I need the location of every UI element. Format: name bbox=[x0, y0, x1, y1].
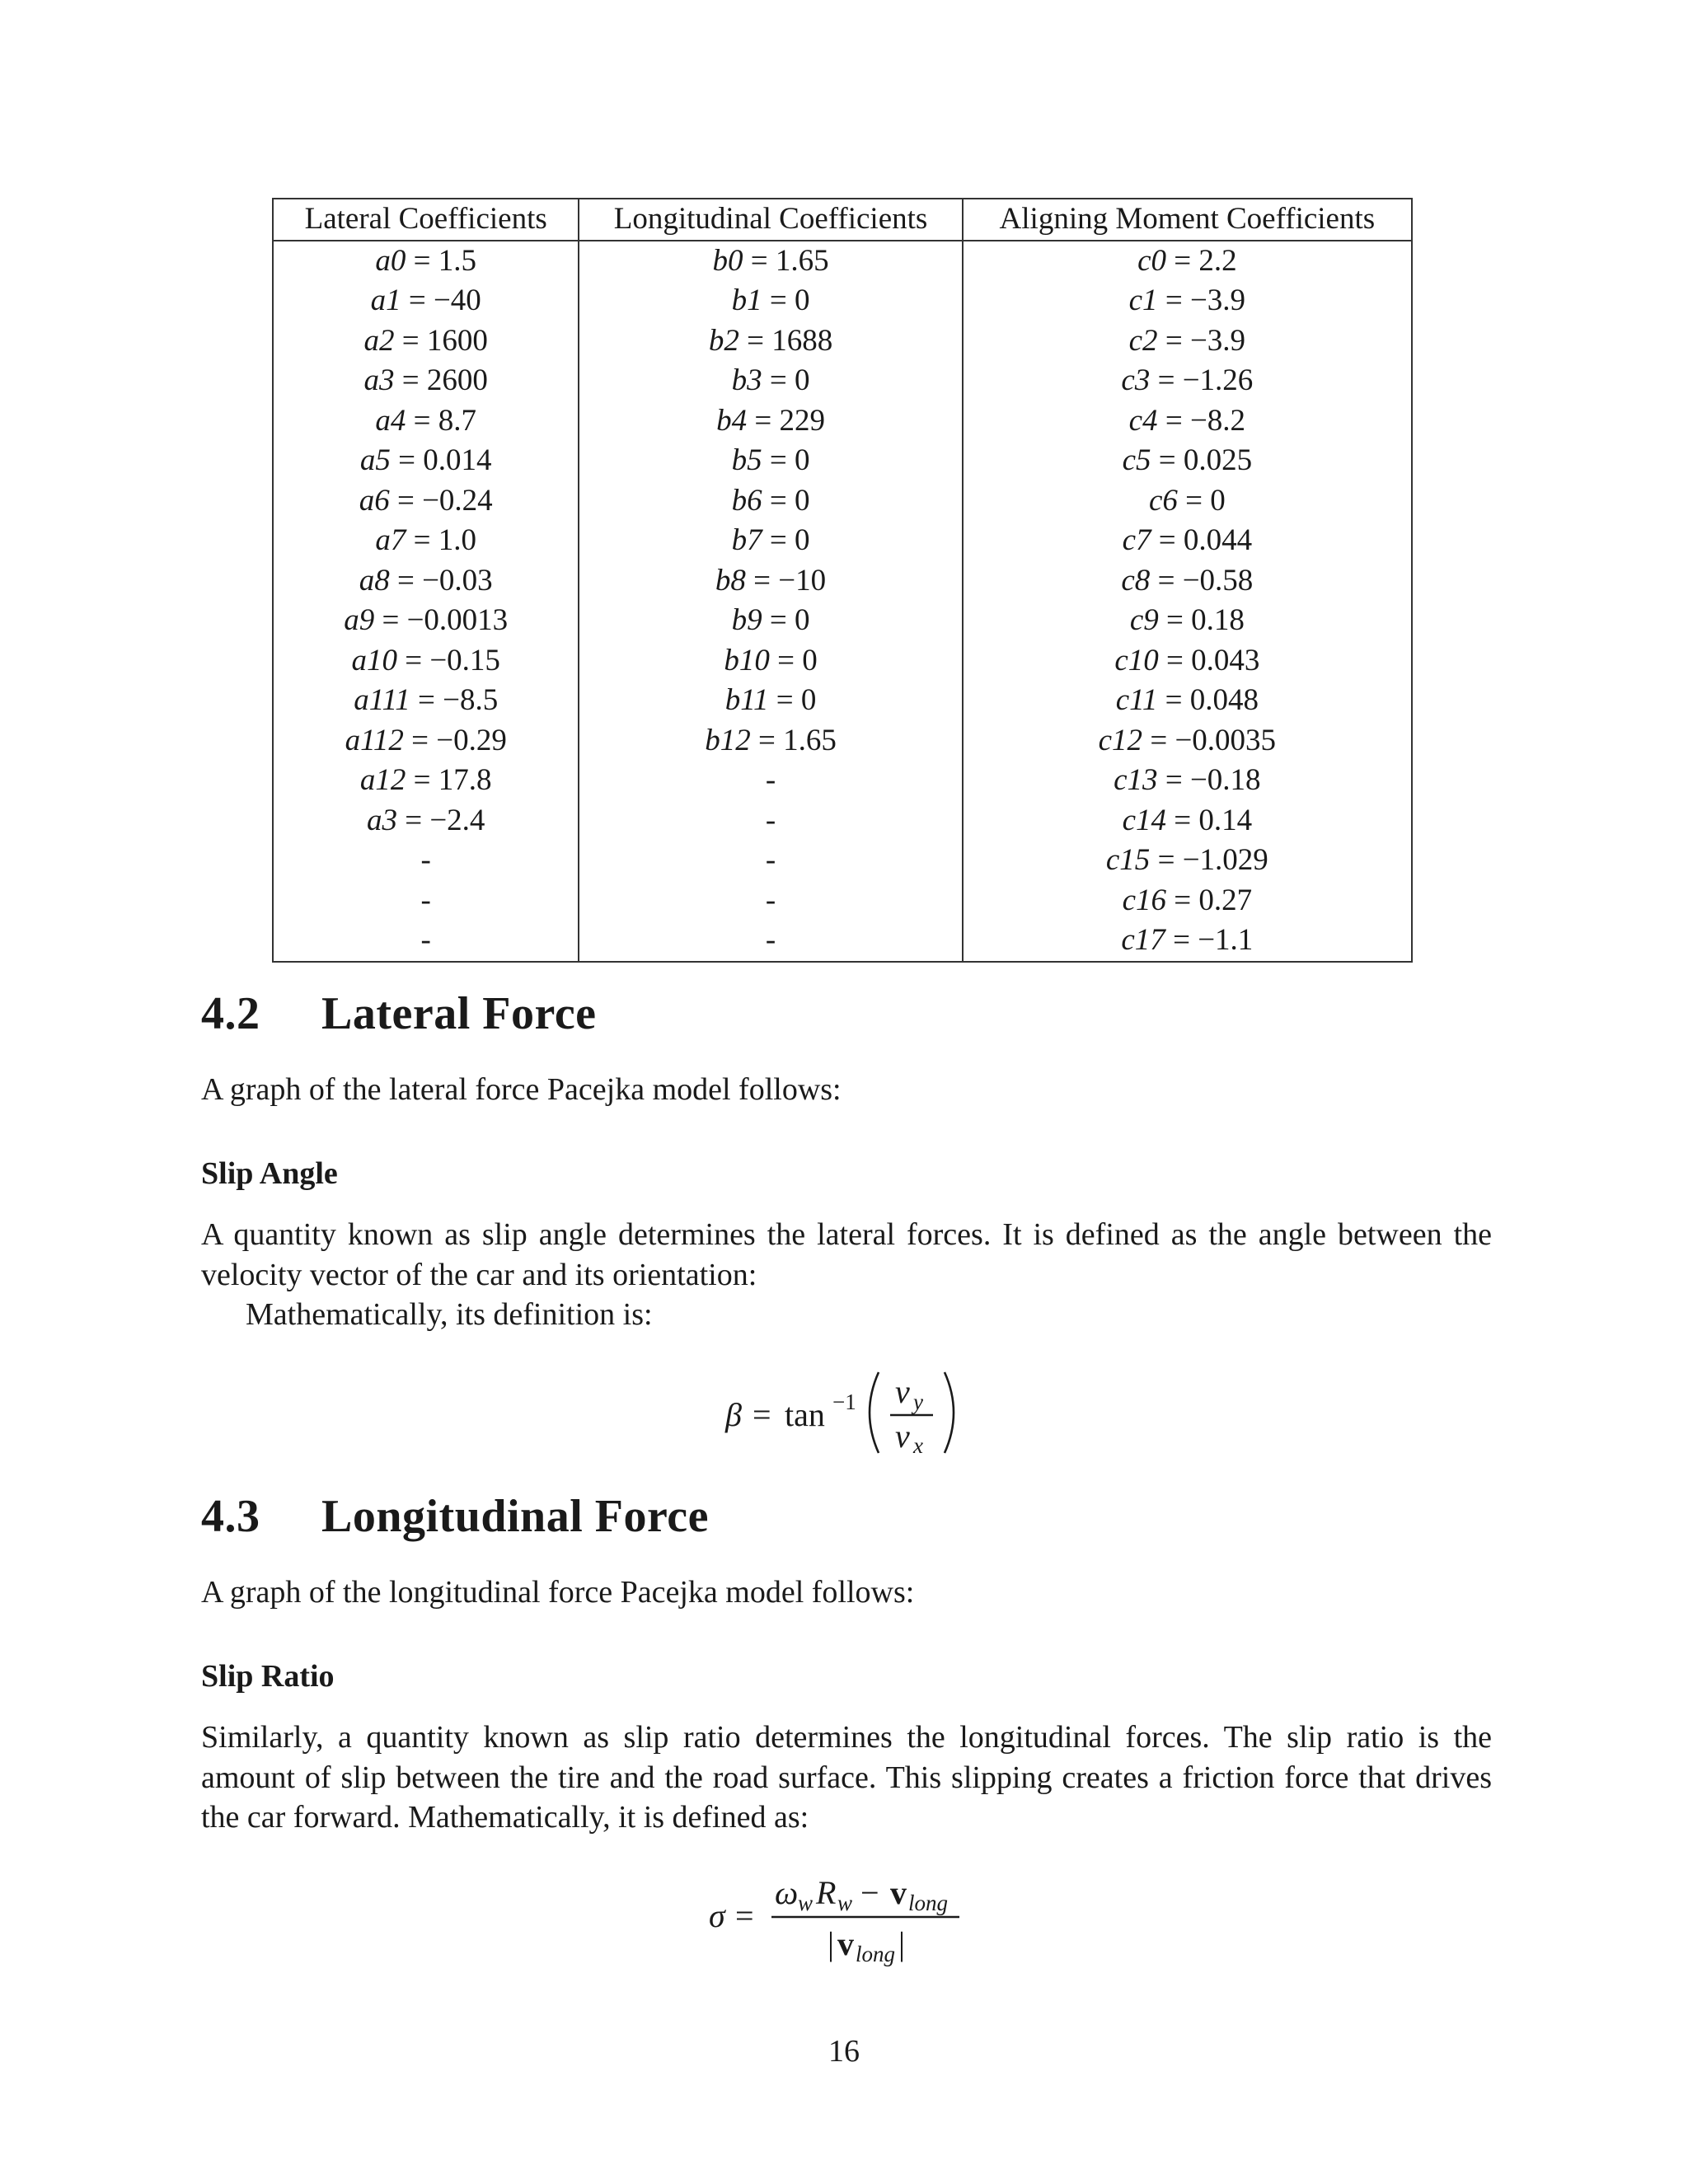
formula-sigma: σ bbox=[709, 1897, 725, 1934]
equals-sign: = bbox=[762, 443, 795, 477]
coefficient-value: 1.65 bbox=[783, 723, 837, 757]
equals-sign: = bbox=[768, 683, 801, 717]
coefficient-name: c0 bbox=[1137, 243, 1166, 278]
table-cell-longitudinal bbox=[579, 761, 962, 801]
coefficient-name: c9 bbox=[1129, 603, 1159, 637]
table-cell-lateral bbox=[273, 561, 579, 602]
table-cell-lateral bbox=[273, 761, 579, 801]
section-number: 4.3 bbox=[201, 1491, 260, 1542]
coefficient-value: −0.29 bbox=[436, 723, 507, 757]
coefficient-name: c17 bbox=[1121, 923, 1165, 957]
formula-v: v bbox=[890, 1874, 907, 1911]
formula-beta: β bbox=[725, 1396, 742, 1433]
table-cell-lateral bbox=[273, 481, 579, 522]
coefficient-value: 0.27 bbox=[1198, 883, 1253, 917]
coefficient-value: 229 bbox=[779, 403, 825, 438]
coefficient-value: −1.029 bbox=[1182, 843, 1268, 877]
table-cell-lateral bbox=[273, 361, 579, 401]
table-cell-lateral bbox=[273, 321, 579, 362]
table-row bbox=[273, 881, 1412, 921]
formula-r: R bbox=[816, 1874, 837, 1911]
coefficient-name: b5 bbox=[731, 443, 762, 477]
formula-equals: = bbox=[735, 1897, 754, 1934]
table-cell-lateral bbox=[273, 841, 579, 881]
table-cell-lateral bbox=[273, 441, 579, 481]
formula-v-sub: long bbox=[908, 1891, 949, 1915]
formula-omega-sub: w bbox=[798, 1891, 814, 1915]
equals-sign: = bbox=[1165, 923, 1198, 957]
equals-sign: = bbox=[1150, 843, 1183, 877]
coefficient-name: c7 bbox=[1122, 523, 1151, 557]
header-aligning-moment: Aligning Moment Coefficients bbox=[963, 199, 1412, 241]
table-row bbox=[273, 601, 1412, 641]
equals-sign: = bbox=[389, 563, 423, 598]
coefficient-name: a12 bbox=[359, 763, 406, 797]
formula-abs-left: | bbox=[828, 1925, 835, 1962]
formula-vy-sub: y bbox=[913, 1390, 923, 1414]
coefficient-value: 1.65 bbox=[775, 243, 829, 278]
coefficient-name: a4 bbox=[375, 403, 406, 438]
table-row bbox=[273, 321, 1412, 362]
table-cell-aligning bbox=[963, 441, 1412, 481]
coefficient-value: −0.18 bbox=[1189, 763, 1261, 797]
coefficient-name: a3 bbox=[366, 803, 397, 837]
coefficient-name: b11 bbox=[724, 683, 769, 717]
equals-sign: = bbox=[374, 603, 407, 637]
coefficient-value: 0.048 bbox=[1189, 683, 1259, 717]
coefficient-name: a8 bbox=[359, 563, 390, 598]
coefficient-value: −3.9 bbox=[1189, 284, 1246, 317]
coefficient-name: b9 bbox=[731, 603, 762, 637]
coefficient-value: 0 bbox=[794, 284, 810, 317]
table-row bbox=[273, 841, 1412, 881]
equals-sign: = bbox=[1150, 563, 1183, 598]
table-cell-longitudinal bbox=[579, 281, 962, 321]
slip-angle-formula bbox=[709, 1360, 973, 1467]
formula-minus: − bbox=[860, 1874, 879, 1911]
table-cell-aligning bbox=[963, 881, 1412, 921]
table-cell-aligning bbox=[963, 681, 1412, 721]
table-cell-aligning bbox=[963, 481, 1412, 522]
coefficient-name: c12 bbox=[1098, 723, 1143, 757]
formula-vy: v bbox=[895, 1373, 910, 1410]
paragraph-longitudinal-intro: A graph of the longitudinal force Pacejka model follows: bbox=[201, 1575, 915, 1610]
table-cell-longitudinal bbox=[579, 321, 962, 362]
table-row bbox=[273, 241, 1412, 282]
equals-sign: = bbox=[389, 483, 423, 518]
coefficient-value: 2600 bbox=[426, 363, 488, 397]
equals-sign: = bbox=[1142, 723, 1175, 757]
equals-sign: = bbox=[745, 563, 779, 598]
table-cell-aligning bbox=[963, 321, 1412, 362]
equals-sign: = bbox=[747, 403, 780, 438]
table-cell-lateral bbox=[273, 641, 579, 682]
table-cell-lateral bbox=[273, 241, 579, 282]
table-cell-longitudinal bbox=[579, 441, 962, 481]
coefficient-value: 0 bbox=[794, 603, 810, 637]
equals-sign: = bbox=[406, 403, 438, 438]
table-cell-aligning bbox=[963, 401, 1412, 442]
coefficient-name: c14 bbox=[1122, 803, 1166, 837]
table-cell-aligning bbox=[963, 761, 1412, 801]
coefficient-value: −8.2 bbox=[1189, 403, 1246, 438]
equals-sign: = bbox=[738, 323, 772, 358]
equals-sign: = bbox=[762, 523, 795, 557]
table-cell-longitudinal bbox=[579, 401, 962, 442]
table-row bbox=[273, 441, 1412, 481]
equals-sign: = bbox=[1150, 363, 1183, 397]
coefficient-name: b8 bbox=[715, 563, 746, 598]
table-row bbox=[273, 481, 1412, 522]
table-row bbox=[273, 641, 1412, 682]
equals-sign: = bbox=[1157, 323, 1190, 358]
coefficient-value: 0 bbox=[794, 523, 810, 557]
equals-sign: = bbox=[1166, 883, 1199, 917]
equals-sign: = bbox=[762, 363, 795, 397]
coefficient-value: 1600 bbox=[426, 323, 488, 358]
table-cell-aligning bbox=[963, 601, 1412, 641]
equals-sign: = bbox=[1157, 284, 1190, 317]
table-cell-longitudinal bbox=[579, 801, 962, 841]
coefficient-name: a1 bbox=[370, 284, 401, 317]
equals-sign: = bbox=[394, 323, 427, 358]
table-cell-lateral bbox=[273, 921, 579, 962]
coefficient-name: c8 bbox=[1121, 563, 1151, 598]
table-cell-longitudinal bbox=[579, 881, 962, 921]
coefficient-value: −3.9 bbox=[1189, 323, 1246, 358]
equals-sign: = bbox=[390, 443, 424, 477]
equals-sign: = bbox=[406, 763, 438, 797]
equals-sign: = bbox=[403, 723, 437, 757]
coefficient-name: b7 bbox=[731, 523, 762, 557]
table-cell-longitudinal bbox=[579, 841, 962, 881]
table-cell-aligning bbox=[963, 281, 1412, 321]
empty-dash: - bbox=[420, 923, 431, 957]
section-heading-4-3 bbox=[201, 1490, 709, 1543]
coefficient-name: c13 bbox=[1114, 763, 1158, 797]
table-cell-longitudinal bbox=[579, 681, 962, 721]
formula-v-den: v bbox=[837, 1925, 854, 1962]
coefficient-name: b10 bbox=[724, 643, 770, 677]
equals-sign: = bbox=[406, 243, 438, 278]
empty-dash: - bbox=[420, 883, 431, 917]
coefficient-value: −1.1 bbox=[1198, 923, 1254, 957]
empty-dash: - bbox=[420, 843, 431, 877]
coefficient-name: b12 bbox=[705, 723, 751, 757]
table-row bbox=[273, 521, 1412, 561]
coefficient-name: c4 bbox=[1128, 403, 1158, 438]
equals-sign: = bbox=[743, 243, 776, 278]
coefficient-table bbox=[272, 198, 1413, 963]
equals-sign: = bbox=[1158, 603, 1192, 637]
equals-sign: = bbox=[1151, 523, 1184, 557]
paragraph-slip-angle-text: A quantity known as slip angle determines the lateral forces. It is defined as the angle between the velocity vector of the car and its orientation: bbox=[201, 1217, 1492, 1292]
formula-abs-right: | bbox=[898, 1925, 906, 1962]
coefficient-value: −0.58 bbox=[1182, 563, 1254, 598]
coefficient-value: 1.0 bbox=[438, 523, 476, 557]
table-row bbox=[273, 721, 1412, 762]
page-number: 16 bbox=[828, 2034, 860, 2069]
coefficient-value: 1688 bbox=[771, 323, 833, 358]
coefficient-name: b1 bbox=[731, 284, 762, 317]
empty-dash: - bbox=[765, 883, 776, 917]
coefficient-value: 0.014 bbox=[423, 443, 492, 477]
coefficient-value: −40 bbox=[433, 284, 481, 317]
equals-sign: = bbox=[401, 284, 434, 317]
table-cell-aligning bbox=[963, 841, 1412, 881]
paragraph-slip-angle-indent: Mathematically, its definition is: bbox=[246, 1297, 653, 1332]
equals-sign: = bbox=[1157, 763, 1190, 797]
coefficient-name: a112 bbox=[345, 723, 404, 757]
empty-dash: - bbox=[765, 923, 776, 957]
table-row bbox=[273, 921, 1412, 962]
equals-sign: = bbox=[762, 284, 795, 317]
coefficient-name: a5 bbox=[359, 443, 391, 477]
table-cell-lateral bbox=[273, 281, 579, 321]
table-row bbox=[273, 801, 1412, 841]
coefficient-value: 0 bbox=[794, 483, 810, 518]
coefficient-value: 0 bbox=[794, 363, 810, 397]
table-cell-longitudinal bbox=[579, 721, 962, 762]
coefficient-name: c2 bbox=[1128, 323, 1158, 358]
coefficient-name: c16 bbox=[1122, 883, 1166, 917]
formula-vx: v bbox=[895, 1418, 910, 1455]
coefficient-name: c5 bbox=[1122, 443, 1151, 477]
coefficient-value: 8.7 bbox=[438, 403, 476, 438]
table-cell-longitudinal bbox=[579, 361, 962, 401]
table-cell-aligning bbox=[963, 561, 1412, 602]
coefficient-value: 2.2 bbox=[1198, 243, 1237, 278]
equals-sign: = bbox=[750, 723, 784, 757]
header-lateral: Lateral Coefficients bbox=[273, 199, 579, 241]
coefficient-name: b0 bbox=[712, 243, 743, 278]
table-cell-longitudinal bbox=[579, 241, 962, 282]
formula-vx-sub: x bbox=[913, 1433, 923, 1458]
left-paren bbox=[870, 1372, 879, 1453]
table-cell-lateral bbox=[273, 801, 579, 841]
table-cell-longitudinal bbox=[579, 521, 962, 561]
section-heading-4-2 bbox=[201, 987, 597, 1040]
coefficient-value: −1.26 bbox=[1182, 363, 1254, 397]
subheading-slip-angle: Slip Angle bbox=[201, 1156, 338, 1191]
coefficient-value: −0.24 bbox=[422, 483, 493, 518]
equals-sign: = bbox=[394, 363, 427, 397]
table-header-row bbox=[273, 199, 1412, 241]
coefficient-value: −8.5 bbox=[443, 683, 499, 717]
coefficient-value: −0.03 bbox=[422, 563, 493, 598]
table-cell-lateral bbox=[273, 401, 579, 442]
coefficient-name: a2 bbox=[363, 323, 395, 358]
equals-sign: = bbox=[769, 643, 803, 677]
coefficient-value: −10 bbox=[778, 563, 827, 598]
coefficient-value: 0.18 bbox=[1191, 603, 1245, 637]
table-row bbox=[273, 561, 1412, 602]
coefficient-name: b3 bbox=[731, 363, 762, 397]
section-title: Longitudinal Force bbox=[321, 1491, 710, 1542]
coefficient-value: 0.043 bbox=[1191, 643, 1260, 677]
table-cell-aligning bbox=[963, 801, 1412, 841]
table-cell-longitudinal bbox=[579, 561, 962, 602]
coefficient-name: a9 bbox=[344, 603, 375, 637]
equals-sign: = bbox=[1166, 803, 1199, 837]
equals-sign: = bbox=[1157, 403, 1190, 438]
equals-sign: = bbox=[1177, 483, 1211, 518]
coefficient-name: c15 bbox=[1105, 843, 1151, 877]
coefficient-name: a6 bbox=[359, 483, 390, 518]
subheading-slip-ratio: Slip Ratio bbox=[201, 1659, 335, 1694]
coefficient-name: a3 bbox=[363, 363, 395, 397]
coefficient-name: c10 bbox=[1114, 643, 1159, 677]
table-cell-aligning bbox=[963, 921, 1412, 962]
coefficient-name: a7 bbox=[375, 523, 406, 557]
formula-r-sub: w bbox=[837, 1891, 853, 1915]
equals-sign: = bbox=[762, 603, 795, 637]
header-longitudinal: Longitudinal Coefficients bbox=[579, 199, 962, 241]
table-row bbox=[273, 401, 1412, 442]
section-number: 4.2 bbox=[201, 988, 260, 1039]
equals-sign: = bbox=[406, 523, 438, 557]
table-cell-lateral bbox=[273, 881, 579, 921]
paragraph-slip-angle bbox=[201, 1215, 1492, 1335]
coefficient-name: c6 bbox=[1148, 483, 1178, 518]
coefficient-value: 0 bbox=[800, 683, 817, 717]
table-cell-lateral bbox=[273, 521, 579, 561]
coefficient-value: −0.0035 bbox=[1175, 723, 1277, 757]
coefficient-name: a0 bbox=[375, 243, 406, 278]
coefficient-value: −0.0013 bbox=[406, 603, 509, 637]
table-cell-aligning bbox=[963, 241, 1412, 282]
coefficient-value: 0 bbox=[794, 443, 810, 477]
coefficient-value: −0.15 bbox=[429, 643, 500, 677]
coefficient-name: b2 bbox=[708, 323, 739, 358]
equals-sign: = bbox=[1158, 643, 1192, 677]
section-title: Lateral Force bbox=[321, 988, 597, 1039]
empty-dash: - bbox=[765, 843, 776, 877]
equals-sign: = bbox=[410, 683, 443, 717]
formula-equals: = bbox=[753, 1396, 771, 1433]
table-row bbox=[273, 681, 1412, 721]
right-paren bbox=[945, 1372, 954, 1453]
coefficient-value: 0 bbox=[802, 643, 818, 677]
coefficient-value: 0.14 bbox=[1198, 803, 1253, 837]
equals-sign: = bbox=[762, 483, 795, 518]
table-cell-longitudinal bbox=[579, 641, 962, 682]
empty-dash: - bbox=[765, 763, 776, 797]
formula-v-den-sub: long bbox=[856, 1942, 896, 1966]
table-cell-longitudinal bbox=[579, 921, 962, 962]
coefficient-name: b6 bbox=[731, 483, 762, 518]
coefficient-value: 0.044 bbox=[1183, 523, 1253, 557]
coefficient-name: c11 bbox=[1115, 683, 1158, 717]
formula-tan: tan bbox=[785, 1396, 825, 1433]
equals-sign: = bbox=[1166, 243, 1199, 278]
slip-ratio-formula bbox=[692, 1864, 989, 1971]
table-cell-lateral bbox=[273, 721, 579, 762]
equals-sign: = bbox=[1157, 683, 1190, 717]
formula-omega: ω bbox=[775, 1874, 799, 1911]
table-cell-aligning bbox=[963, 641, 1412, 682]
coefficient-value: 17.8 bbox=[438, 763, 492, 797]
coefficient-name: c3 bbox=[1121, 363, 1151, 397]
table-cell-aligning bbox=[963, 361, 1412, 401]
equals-sign: = bbox=[396, 643, 430, 677]
paragraph-lateral-intro: A graph of the lateral force Pacejka model follows: bbox=[201, 1072, 842, 1107]
empty-dash: - bbox=[765, 803, 776, 837]
table-row bbox=[273, 281, 1412, 321]
table-row bbox=[273, 761, 1412, 801]
coefficient-name: c1 bbox=[1128, 284, 1158, 317]
coefficient-value: 0.025 bbox=[1183, 443, 1253, 477]
coefficient-name: a10 bbox=[351, 643, 397, 677]
coefficient-name: a111 bbox=[354, 683, 410, 717]
coefficient-value: 1.5 bbox=[438, 243, 476, 278]
table-cell-lateral bbox=[273, 681, 579, 721]
coefficient-value: 0 bbox=[1210, 483, 1226, 518]
table-cell-aligning bbox=[963, 721, 1412, 762]
equals-sign: = bbox=[1151, 443, 1184, 477]
table-cell-lateral bbox=[273, 601, 579, 641]
table-cell-longitudinal bbox=[579, 481, 962, 522]
paragraph-slip-ratio: Similarly, a quantity known as slip ratio determines the longitudinal forces. The slip ratio is the amount of slip between the tire and the road surface. This slipping creates a friction force that drives the car forward. Mathematically, it is defined as: bbox=[201, 1720, 1492, 1835]
coefficient-value: −2.4 bbox=[429, 803, 485, 837]
table-body bbox=[273, 241, 1412, 962]
equals-sign: = bbox=[396, 803, 430, 837]
coefficient-name: b4 bbox=[716, 403, 748, 438]
table-row bbox=[273, 361, 1412, 401]
table-cell-longitudinal bbox=[579, 601, 962, 641]
formula-inverse-exponent: −1 bbox=[832, 1390, 856, 1414]
table-cell-aligning bbox=[963, 521, 1412, 561]
